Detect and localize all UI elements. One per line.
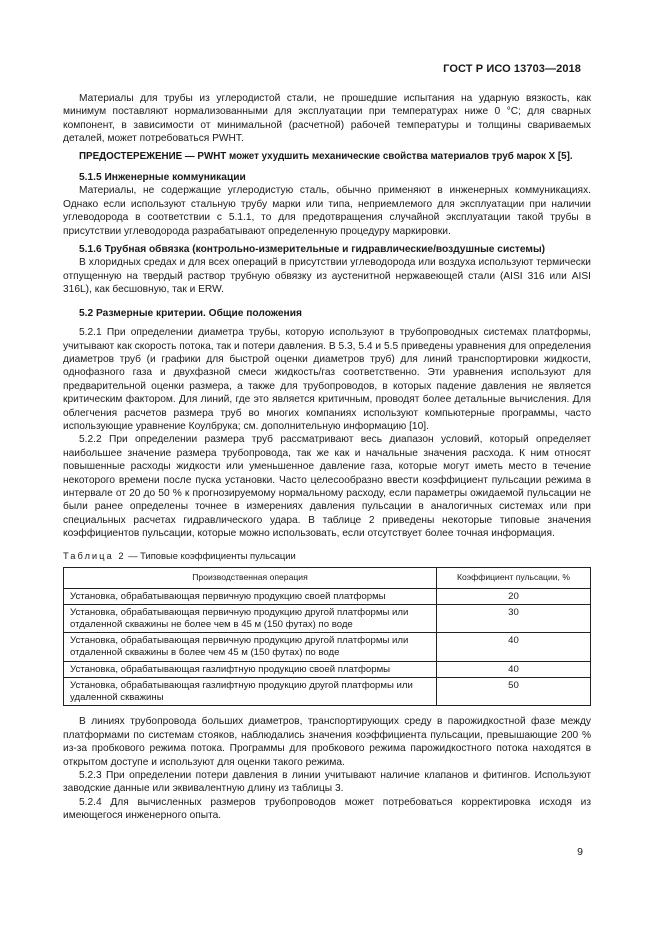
section-5-1-6-title: 5.1.6 Трубная обвязка (контрольно-измерительные и гидравлические/воздушные системы) — [79, 244, 546, 256]
standard-header: ГОСТ Р ИСО 13703—2018 — [443, 63, 581, 75]
table-row — [64, 678, 591, 706]
table-caption-label: Таблица 2 — [63, 549, 126, 561]
coefficient-cell: 30 — [437, 605, 591, 633]
table-row — [64, 605, 591, 633]
coefficient-cell: 50 — [437, 678, 591, 706]
after-table-paragraph: В линиях трубопровода больших диаметров, транспортирующих среду в парожидкостной фазе между платформами по системам стояков, наблюдались значения коэффициента пульсации, превышающие 200 % из-за пробкового режима потока. Программы для пробкового режима парожидкостного потока находятся в открытом доступе и используют для оценки такого режима. — [63, 716, 591, 768]
section-5-2-title: 5.2 Размерные критерии. Общие положения — [79, 307, 302, 319]
section-5-1-5-text: Материалы, не содержащие углеродистую сталь, обычно применяют в инженерных коммуникациях. Однако если используют стальную трубу марки или типа, неприемлемого для эксплуатации при наличии углеводорода в соответствии с 5.1.1, то для предотвращения случайной эксплуатации такой трубы в присутствии углеводорода разрабатывают определенную процедуру маркировки. — [63, 185, 591, 237]
table-row — [64, 661, 591, 678]
coefficient-cell: 20 — [437, 588, 591, 605]
table-caption — [63, 549, 591, 562]
section-5-1-6-text: В хлоридных средах и для всех операций в присутствии углеводорода или воздуха используют термически отпущенную на твердый раствор трубную обвязку из аустенитной нержавеющей стали (AISI 316 или AISI 316L), как бесшовную, так и ERW. — [63, 257, 591, 296]
table-header-row — [64, 568, 591, 589]
column-header-coefficient: Коэффициент пульсации, % — [437, 568, 591, 589]
section-5-2-2-text: 5.2.2 При определении размера труб рассматривают весь диапазон условий, который определяет наибольшее значение размера трубопровода, так же как и начальные значения расхода. К ним относят повышенные расходы жидкости или уменьшенное давление газа, которые могут иметь место в течение некоторого времени после пуска установки. Часто целесообразно ввести коэффициент пульсации режима в интервале от 20 до 50 % к прогнозируемому нормальному расходу, если параметры ожидаемой пульсации не были ранее определены точнее в измерениях давления пульсации в аналогичных системах или при специальных расчетах гидравлического удара. В таблице 2 приведены некоторые типовые значения коэффициентов пульсации, которые можно использовать, если отсутствует более точная информация. — [63, 434, 591, 540]
column-header-operation: Производственная операция — [64, 568, 437, 589]
operation-cell: Установка, обрабатывающая первичную продукцию другой платформы или отдаленной скважины в более чем 45 м (150 футах) по воде — [64, 633, 437, 661]
section-5-2-3-text: 5.2.3 При определении потери давления в линии учитывают наличие клапанов и фитингов. Используют заводские данные или эквивалентную длину из таблицы 3. — [63, 769, 591, 795]
coefficient-cell: 40 — [437, 661, 591, 678]
coefficient-cell: 40 — [437, 633, 591, 661]
section-5-2-1-text: 5.2.1 При определении диаметра трубы, которую используют в трубопроводных системах платформы, учитывают как скорость потока, так и потери давления. В 5.3, 5.4 и 5.5 приведены уравнения для определения диаметров труб (и графики для быстрой оценки диаметров труб) для линий транспортировки жидкости, однофазного газа и двухфазной смеси жидкость/газ соответственно. Эти уравнения используют для предварительной оценки размера, а также для трубопроводов, в которых падение давления не является критическим фактором. Для линий, где это является критичным, проводят более детальные вычисления. Для облегчения расчетов размера труб во многих компаниях используют компьютерные программы, часто использующие уравнение Коулбрука; см. дополнительную информацию [10]. — [63, 327, 591, 432]
table-caption-text: — Типовые коэффициенты пульсации — [128, 549, 296, 561]
operation-cell: Установка, обрабатывающая первичную продукцию другой платформы или отдаленной скважины не более чем в 45 м (150 футах) по воде — [64, 605, 437, 633]
after-table-section — [63, 715, 591, 822]
operation-cell: Установка, обрабатывающая газлифтную продукцию другой платформы или удаленной скважины — [64, 678, 437, 706]
table-row — [64, 588, 591, 605]
section-5-1-5-title: 5.1.5 Инженерные коммуникации — [79, 172, 246, 184]
table-row — [64, 633, 591, 661]
warning-note: ПРЕДОСТЕРЕЖЕНИЕ — PWHT может ухудшить механические свойства материалов труб марок Х [5]. — [79, 150, 573, 162]
intro-paragraph: Материалы для трубы из углеродистой стали, не прошедшие испытания на ударную вязкость, как минимум поставляют нормализованными для эксплуатации при температурах ниже 0 °С; для сварных компонент, в зависимости от минимальной (расчетной) рабочей температуры и толщины свариваемых деталей, может потребоваться PWHT. — [63, 93, 591, 145]
operation-cell: Установка, обрабатывающая первичную продукцию своей платформы — [64, 588, 437, 605]
section-5-2-4-text: 5.2.4 Для вычисленных размеров трубопроводов может потребоваться корректировка исходя из имеющегося инженерного опыта. — [63, 796, 591, 822]
page-content — [63, 92, 591, 823]
page-number: 9 — [577, 846, 583, 858]
pulsation-table — [63, 567, 591, 706]
operation-cell: Установка, обрабатывающая газлифтную продукцию своей платформы — [64, 661, 437, 678]
